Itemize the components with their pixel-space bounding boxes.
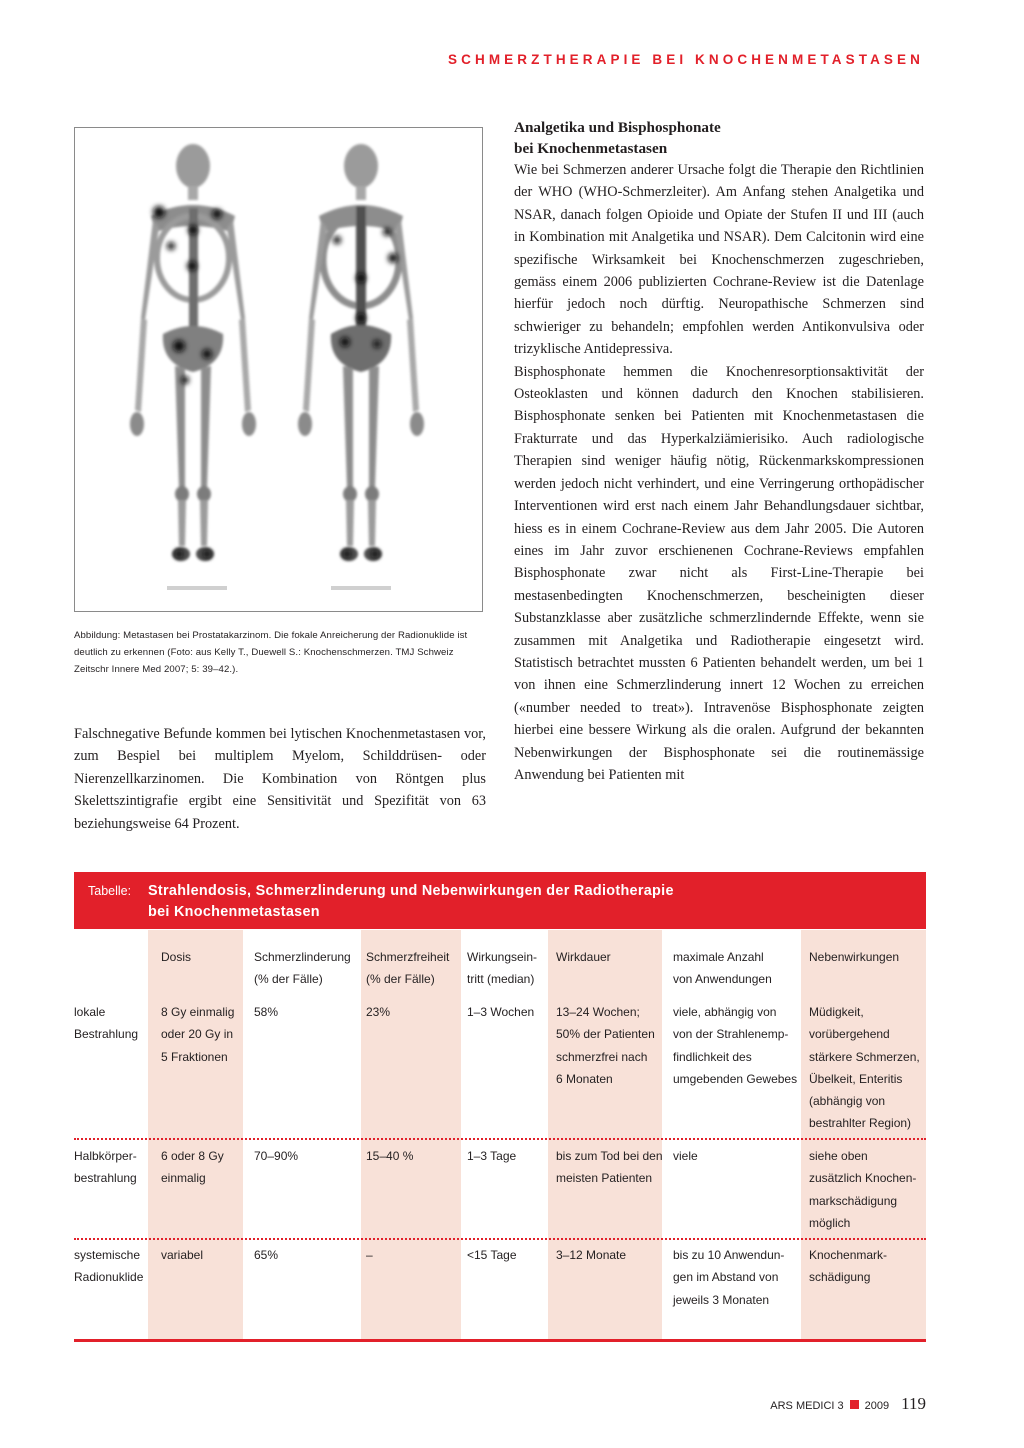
table-cell: bis zu 10 Anwendun- gen im Abstand von jeweils 3 Monaten	[673, 1248, 785, 1307]
table-cell: 70–90%	[254, 1149, 299, 1163]
table-cell: variabel	[161, 1248, 204, 1262]
table-cell: 58%	[254, 1005, 279, 1019]
bone-scan-figure	[74, 127, 483, 612]
table-cell: 23%	[366, 1005, 391, 1019]
header-nebenwirkungen: Nebenwirkungen	[809, 950, 900, 964]
table-cell: 1–3 Wochen	[467, 1005, 535, 1019]
table-cell: bis zum Tod bei den meisten Patienten	[556, 1149, 663, 1186]
table-cell: 15–40 %	[366, 1149, 414, 1163]
shaded-column-wirkdauer	[548, 930, 662, 1340]
table-cell: 13–24 Wochen; 50% der Patienten schmerzfrei nach 6 Monaten	[556, 1005, 655, 1086]
journal-name: ARS MEDICI 3	[770, 1400, 844, 1412]
page-number: 119	[901, 1394, 926, 1413]
header-schmerzfreiheit: Schmerzfreiheit (% der Fälle)	[366, 950, 450, 987]
table-bottom-rule	[74, 1339, 926, 1342]
page-footer	[770, 1394, 926, 1414]
header-dosis: Dosis	[161, 950, 192, 964]
table-cell: 65%	[254, 1248, 279, 1262]
bone-scan-image	[75, 128, 482, 611]
row-label-lokale: lokale Bestrahlung	[74, 1005, 139, 1042]
table-cell: –	[366, 1248, 373, 1262]
header-schmerzlinderung: Schmerzlinderung (% der Fälle)	[254, 950, 351, 987]
table-title	[148, 881, 848, 923]
square-bullet-icon	[850, 1400, 859, 1409]
journal-year: 2009	[864, 1400, 890, 1412]
table-cell: <15 Tage	[467, 1248, 517, 1262]
section-paragraph-1: Wie bei Schmerzen anderer Ursache folgt die Therapie den Richtlinien der WHO (WHO-Schmerzleiter). Am Anfang stehen Analgetika und NSAR, danach folgen Opioide und Opiate der Stufen II und III (auch in Kombination mit Analgetika und NSAR). Dem Calcitonin wird eine spezifische Wirksamkeit bei Knochenschmerzen zugeschrieben, gemäss einem 2006 publizierten Cochrane-Review ist die Datenlage hierfür jedoch noch dürftig. Neuropathische Schmerzen sind schwieriger zu behandeln; empfohlen werden Antikonvulsiva oder trizyklische Antidepressiva.	[514, 162, 924, 358]
table-label: Tabelle:	[88, 884, 132, 898]
shaded-column-dosis	[148, 930, 243, 1340]
table-cell: 8 Gy einmalig oder 20 Gy in 5 Fraktionen	[161, 1005, 235, 1064]
table-cell: viele	[673, 1149, 698, 1163]
table-title-line1: Strahlendosis, Schmerzlinderung und Nebenwirkungen der Radiotherapie	[148, 883, 674, 899]
left-paragraph: Falschnegative Befunde kommen bei lytischen Knochenmetastasen vor, zum Bespiel bei multiplem Myelom, Schilddrüsen- oder Nierenzellkarzinomen. Die Kombination von Röntgen plus Skelettszintigrafie ergibt eine Sensitivität und Spezifität von 63 beziehungsweise 64 Prozent.	[74, 726, 486, 832]
table-cell: siehe oben zusätzlich Knochen- markschädigung möglich	[809, 1149, 917, 1230]
row-divider	[74, 1138, 926, 1140]
posterior-skeleton	[298, 144, 424, 561]
section-heading-line2: bei Knochenmetastasen	[514, 140, 668, 157]
right-column	[514, 117, 924, 786]
table-cell: 1–3 Tage	[467, 1149, 517, 1163]
table-cell: Knochenmark- schädigung	[809, 1248, 888, 1285]
header-wirkdauer: Wirkdauer	[556, 950, 611, 964]
table-cell: viele, abhängig von von der Strahlenemp- findlichkeit des umgebenden Gewebes	[673, 1005, 798, 1086]
running-head: SCHMERZTHERAPIE BEI KNOCHENMETASTASEN	[448, 52, 924, 67]
section-paragraph-2: Bisphosphonate hemmen die Knochenresorptionsaktivität der Osteoklasten und können dadurch den Knochen stabilisieren. Bisphosphonate senken bei Patienten mit Knochenmetastasen die Frakturrate und das Hyperkalziämierisiko. Auch radiologische Therapien sind weniger häufig nötig, Rückenmarkskompressionen werden jedoch nicht verhindert, und eine Verringerung orthopädischer Interventionen wird erst nach einem Jahr Behandlungsdauer sichtbar, hiess es in einem Cochrane-Review aus dem Jahr 2005. Die Autoren eines im Jahr zuvor erschienenen Cochrane-Reviews empfahlen Bisphosphonate zwar nicht als First-Line-Therapie bei mestasenbedingten Knochenschmerzen, bescheinigten dieser Substanzklasse aber zusätzliche schmerzlindernde Effekte, wenn sie zusammen mit Analgetika und Radiotherapie eingesetzt wird. Statistisch betrachtet mussten 6 Patienten behandelt werden, um bei 1 von ihnen eine Schmerzlinderung innert 12 Wochen zu erreichen («number needed to treat»). Intravenöse Bisphosphonate zeigten hierbei eine bessere Wirkung als die oralen. Aufgrund der bekannten Nebenwirkungen der Bisphosphonate sei die routinemässige Anwendung bei Patienten mit	[514, 363, 924, 783]
anterior-skeleton	[130, 144, 256, 561]
table-cell: 6 oder 8 Gy einmalig	[161, 1149, 224, 1186]
table-cell: 3–12 Monate	[556, 1248, 627, 1262]
row-divider	[74, 1238, 926, 1240]
figure-caption: Abbildung: Metastasen bei Prostatakarzinom. Die fokale Anreicherung der Radionuklide ist deutlich zu erkennen (Foto: aus Kelly T., Duewell S.: Knochenschmerzen. TMJ Schweiz Zeitschr Innere Med 2007; 5: 39–42.).	[74, 630, 468, 675]
header-wirkungseintritt: Wirkungsein- tritt (median)	[467, 950, 538, 987]
shaded-column-schmerzfreiheit	[361, 930, 461, 1340]
section-heading-line1: Analgetika und Bisphosphonate	[514, 119, 721, 136]
row-label-systemische: systemische Radionuklide	[74, 1248, 144, 1285]
table-title-line2: bei Knochenmetastasen	[148, 904, 320, 920]
row-label-halbkoerper: Halbkörper- bestrahlung	[74, 1149, 137, 1186]
table-cell: Müdigkeit, vorübergehend stärkere Schmerzen, Übelkeit, Enteritis (abhängig von bestrahlter Region)	[809, 1005, 920, 1131]
table-header-bar	[74, 872, 926, 929]
header-max-anwendungen: maximale Anzahl von Anwendungen	[673, 950, 772, 987]
